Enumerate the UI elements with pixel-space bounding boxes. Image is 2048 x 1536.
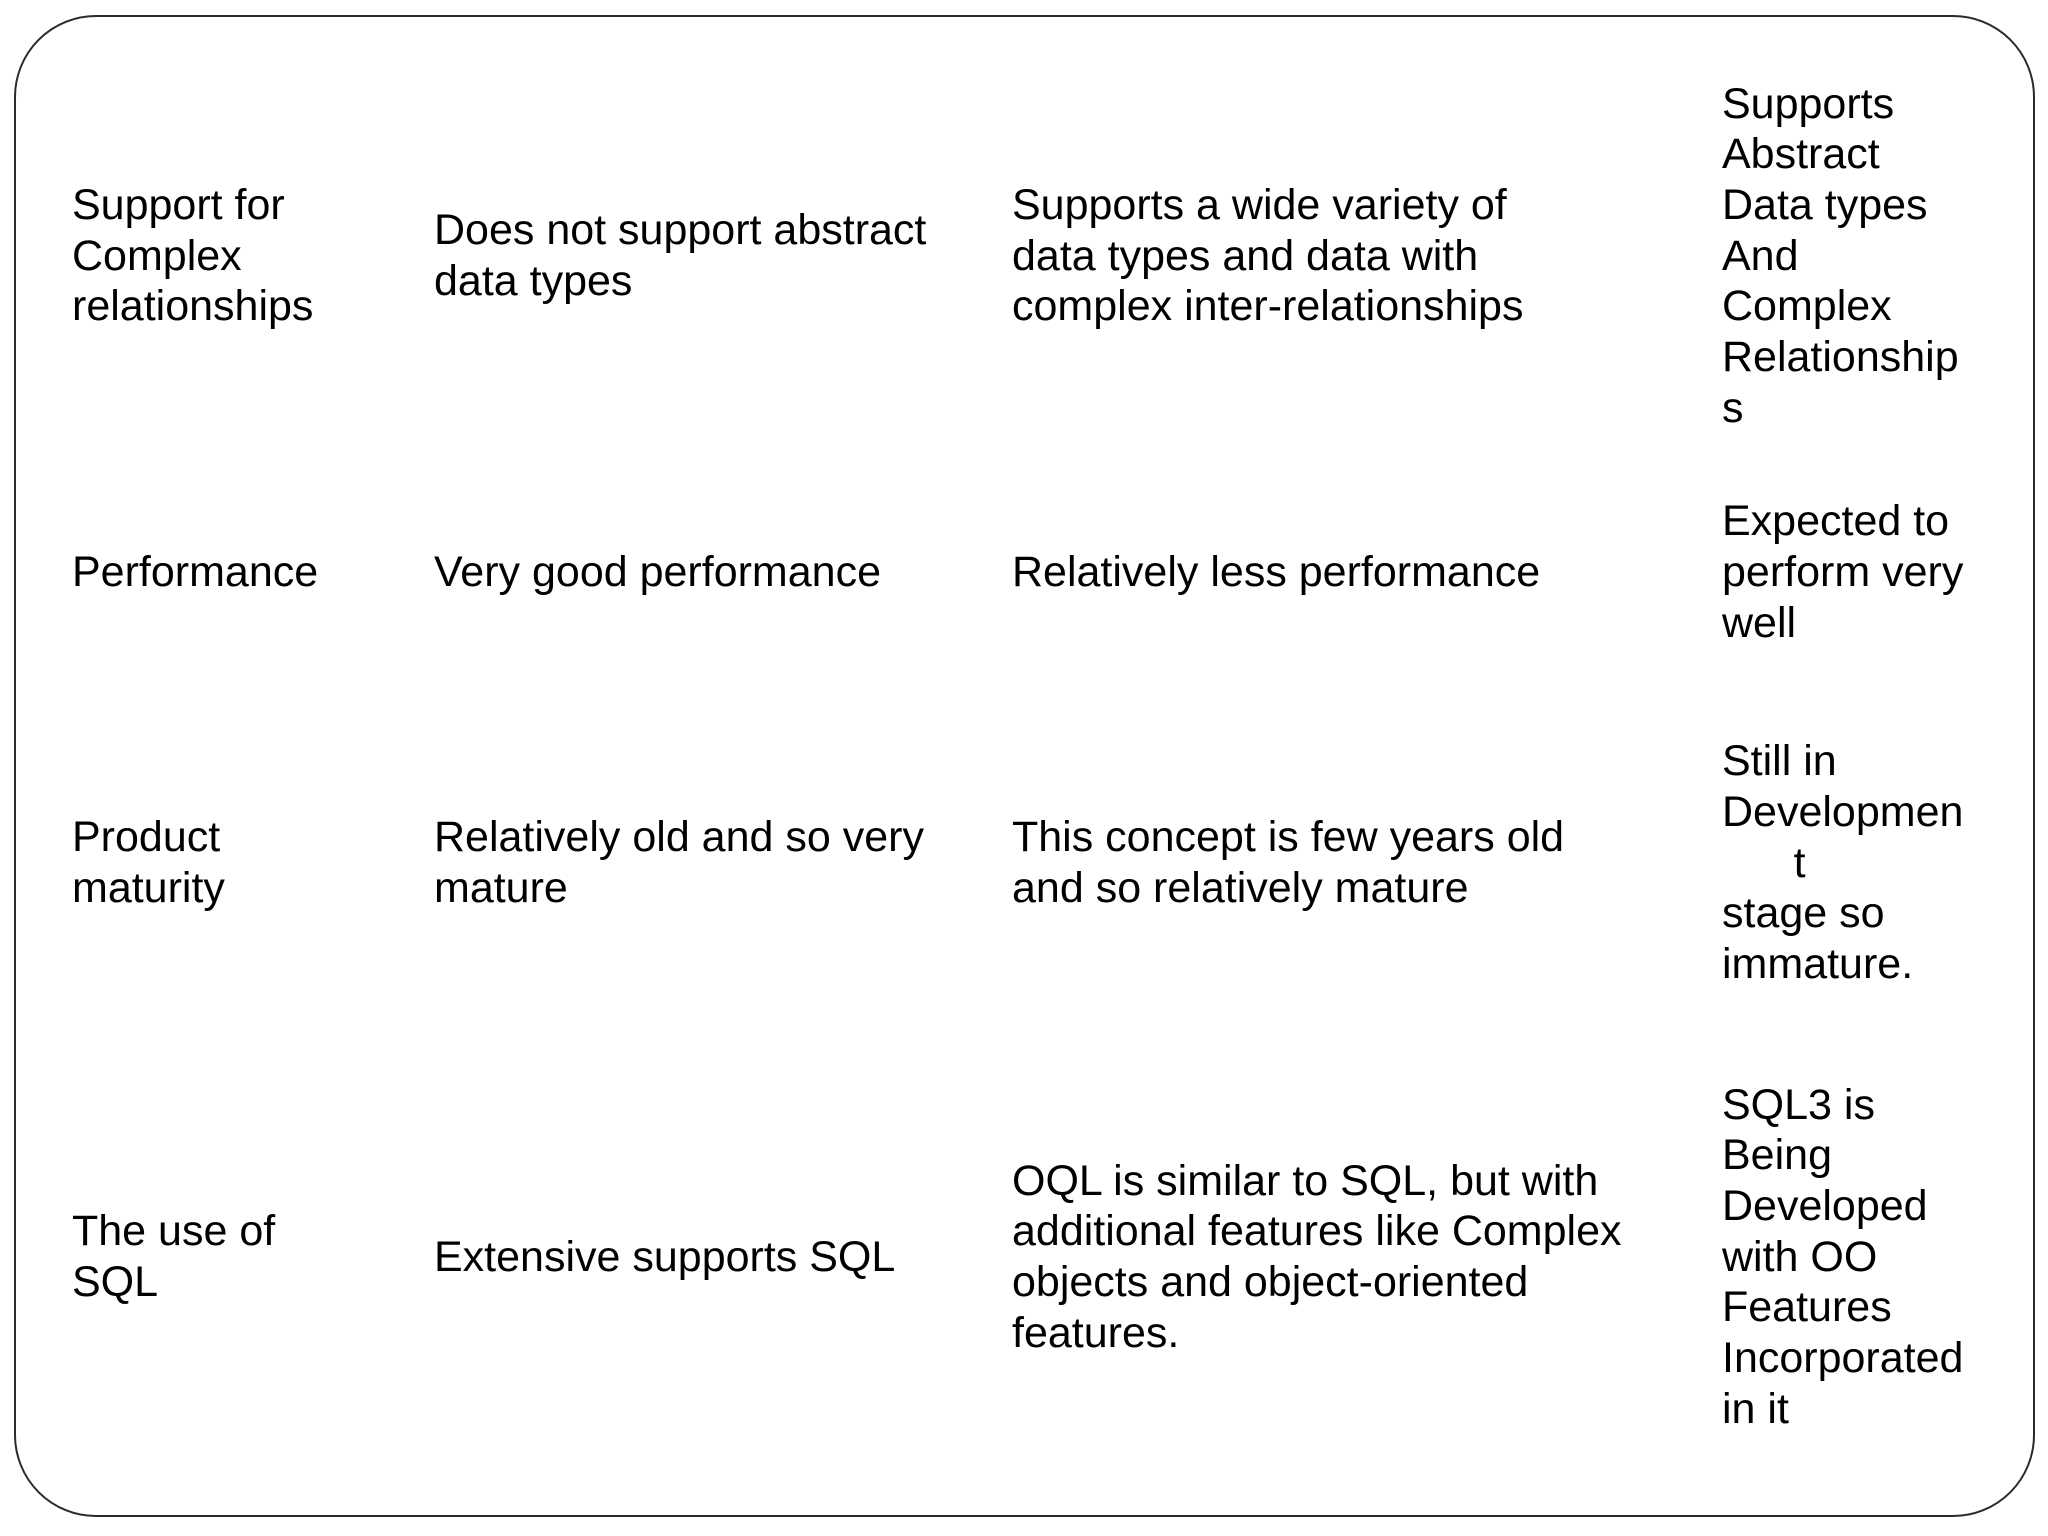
table-row-3-oodbms: This concept is few years old and so relatively mature — [1012, 813, 1565, 912]
table-row-2-ordbms: Expected to perform very well — [1722, 497, 1964, 647]
table-row-4-ordbms: SQL3 is Being Developed with OO Features Incorporated in it — [1722, 1080, 1964, 1433]
table-row-2-feature: Performance — [72, 548, 319, 597]
table-row-3-ordbms: Still in Developmen t stage so immature. — [1722, 737, 1964, 989]
table-row-1-feature: Support for Complex relationships — [72, 180, 314, 331]
table-row-4-oodbms: OQL is similar to SQL, but with additional features like Complex objects and object-oriented features. — [1012, 1156, 1622, 1357]
table-row-4-rdbms: Extensive supports SQL — [434, 1232, 896, 1281]
table-row-4-feature: The use of SQL — [72, 1207, 276, 1306]
table-row-1-ordbms: Supports Abstract Data types And Complex Relationship s — [1722, 79, 1959, 432]
table-row-1-rdbms: Does not support abstract data types — [434, 206, 927, 305]
table-row-2-rdbms: Very good performance — [434, 548, 881, 597]
table-row-3-rdbms: Relatively old and so very mature — [434, 813, 924, 912]
table-row-3-feature: Product maturity — [72, 813, 225, 912]
table-row-2-oodbms: Relatively less performance — [1012, 548, 1541, 597]
table-row-1-oodbms: Supports a wide variety of data types and data with complex inter-relationships — [1012, 180, 1524, 331]
